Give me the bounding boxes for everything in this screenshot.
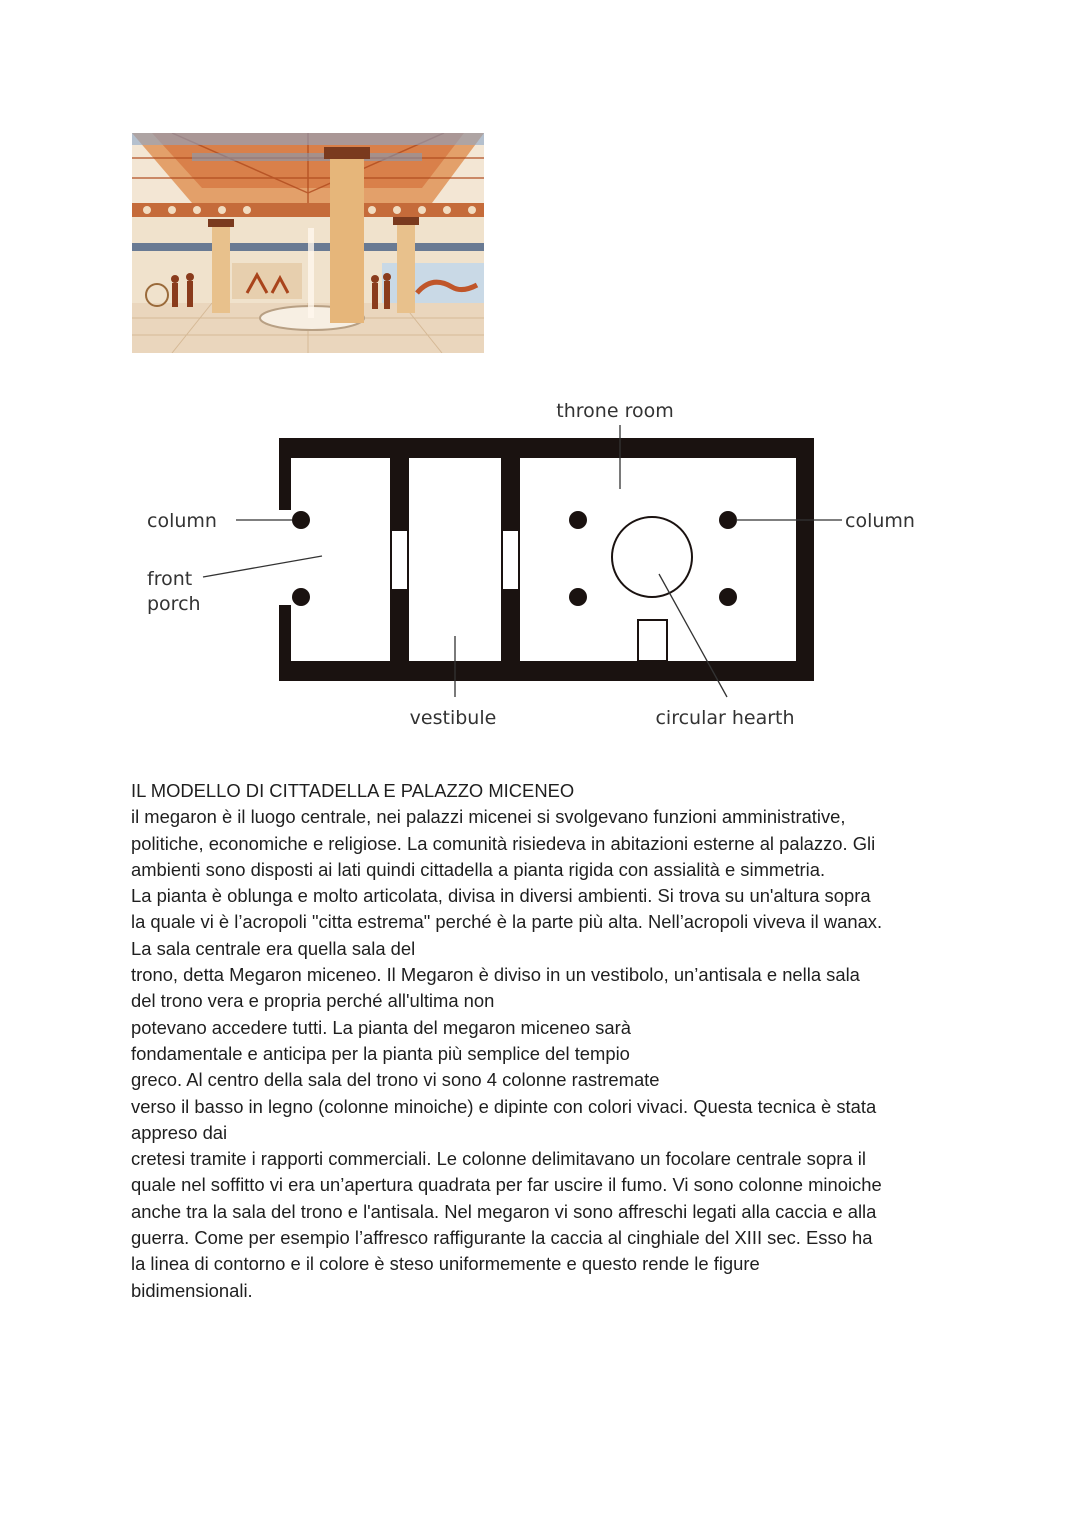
circular-hearth-shape xyxy=(612,517,692,597)
plan-walls xyxy=(279,438,814,681)
article-line: La pianta è oblunga e molto articolata, divisa in diversi ambienti. Si trova su un'altura sopra xyxy=(131,885,871,907)
throne-column-4 xyxy=(719,588,737,606)
article-line: il megaron è il luogo centrale, nei palazzi micenei si svolgevano funzioni amministrative, xyxy=(131,806,846,828)
article-line: trono, detta Megaron miceneo. Il Megaron è diviso in un vestibolo, un’antisala e nella sala xyxy=(131,964,860,986)
article-line: del trono vera e propria perché all'ultima non xyxy=(131,990,495,1012)
article-heading: IL MODELLO DI CITTADELLA E PALAZZO MICENEO xyxy=(131,780,575,801)
article-line: guerra. Come per esempio l’affresco raffigurante la caccia al cinghiale del XIII sec. Esso ha xyxy=(131,1227,873,1249)
label-throne-room: throne room xyxy=(556,400,674,422)
article-line: appreso dai xyxy=(131,1121,228,1143)
label-column-right: column xyxy=(845,510,915,532)
throne-column-1 xyxy=(569,511,587,529)
label-circular-hearth: circular hearth xyxy=(655,707,795,729)
label-front-porch-line1: front xyxy=(147,568,193,590)
article-line: verso il basso in legno (colonne minoiche) e dipinte con colori vivaci. Questa tecnica è stata xyxy=(131,1095,877,1117)
throne-shape xyxy=(638,620,667,661)
porch-column-bottom xyxy=(292,588,310,606)
throne-column-3 xyxy=(569,588,587,606)
article-line: potevano accedere tutti. La pianta del megaron miceneo sarà xyxy=(131,1016,631,1038)
article-line: ambienti sono disposti ai lati quindi cittadella a pianta rigida con assialità e simmetria. xyxy=(131,858,826,880)
article-line: cretesi tramite i rapporti commerciali. Le colonne delimitavano un focolare centrale sopra il xyxy=(131,1148,866,1170)
article-line: anche tra la sala del trono e l'antisala. Nel megaron vi sono affreschi legati alla caccia e alla xyxy=(131,1200,877,1222)
throne-column-2 xyxy=(719,511,737,529)
article-line: la quale vi è l’acropoli "citta estrema" perché è la parte più alta. Nell’acropoli viveva il wanax. xyxy=(131,911,883,933)
article-line: bidimensionali. xyxy=(131,1279,253,1301)
label-vestibule: vestibule xyxy=(409,707,497,729)
article-line: La sala centrale era quella sala del xyxy=(131,937,416,959)
megaron-floor-plan xyxy=(0,380,1080,750)
article-line: fondamentale e anticipa per la pianta più semplice del tempio xyxy=(131,1042,630,1064)
article-line: quale nel soffitto vi era un’apertura quadrata per far uscire il fumo. Vi sono colonne minoiche xyxy=(131,1174,882,1196)
article-line: politiche, economiche e religiose. La comunità risiedeva in abitazioni esterne al palazzo. Gli xyxy=(131,832,876,854)
porch-column-top xyxy=(292,511,310,529)
label-column-left: column xyxy=(147,510,217,532)
article-line: la linea di contorno e il colore è steso uniformemente e questo rende le figure xyxy=(131,1253,760,1275)
label-front-porch-line2: porch xyxy=(147,593,201,615)
article-text xyxy=(131,778,971,1304)
megaron-fresco-image xyxy=(132,133,484,353)
article-line: greco. Al centro della sala del trono vi sono 4 colonne rastremate xyxy=(131,1069,660,1091)
